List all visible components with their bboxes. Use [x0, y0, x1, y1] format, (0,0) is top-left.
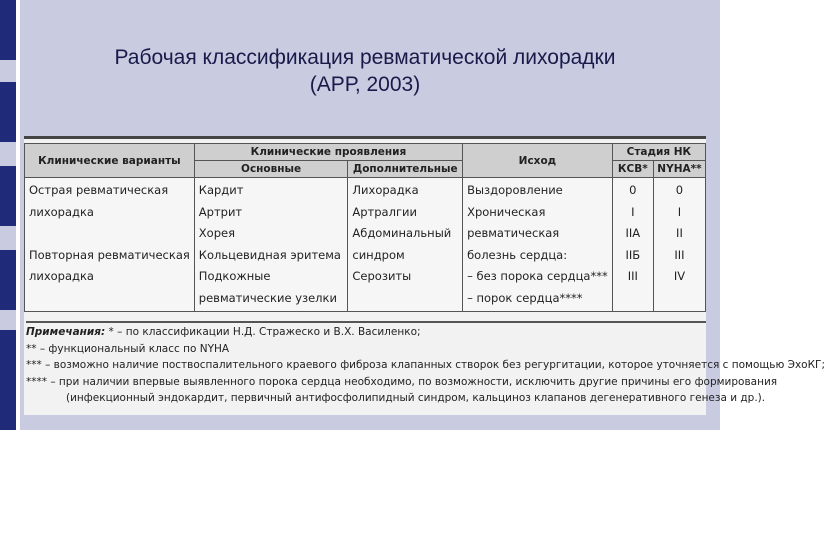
cell-line: болезнь сердца:: [467, 247, 568, 262]
cell-line: Острая ревматическая: [29, 183, 169, 197]
decor-bar: [0, 330, 16, 430]
cell-line: Артрит: [198, 204, 243, 219]
note-line: **** – при наличии впервые выявленного порока сердца необходимо, по возможности, исключить другие причины его формирования: [26, 375, 778, 388]
slide-footer-area: [0, 430, 720, 540]
header-clinical-manifestations: Клинические проявления: [194, 144, 462, 161]
cell-line: ревматическая: [467, 226, 560, 240]
cell-line: Хроническая: [467, 204, 546, 219]
header-ksv: КСВ*: [612, 161, 653, 178]
cell-line: III: [674, 247, 685, 262]
cell-line: 0: [629, 183, 637, 197]
note-text: * – по классификации Н.Д. Стражеско и В.Х. Василенко;: [105, 326, 421, 338]
cell-line: IIБ: [625, 247, 641, 262]
cell-line: Выздоровление: [467, 183, 563, 197]
cell-line: Кардит: [198, 183, 244, 197]
classification-table: [24, 143, 706, 312]
table-row: [25, 178, 706, 312]
table-notes: [26, 321, 825, 407]
cell-line: Абдоминальный: [352, 226, 452, 240]
cell-line: IV: [673, 269, 686, 283]
decor-bar: [0, 0, 16, 60]
cell-ksv: [612, 178, 653, 312]
cell-main: [194, 178, 348, 312]
title-line-1: Рабочая классификация ревматической лихорадки: [114, 46, 616, 69]
cell-additional: [348, 178, 463, 312]
title-line-2: (АРР, 2003): [309, 73, 421, 96]
cell-line: лихорадка: [29, 269, 94, 283]
header-stage-nk: Стадия НК: [612, 144, 705, 161]
cell-line: Лихорадка: [352, 183, 419, 197]
cell-line: лихорадка: [29, 204, 94, 219]
decor-bar: [0, 250, 16, 310]
cell-line: Кольцевидная эритема: [198, 247, 341, 262]
cell-line: I: [677, 204, 682, 219]
classification-document: [24, 136, 825, 415]
cell-line: III: [627, 269, 638, 283]
header-main: Основные: [194, 161, 348, 178]
header-nyha: NYHA**: [653, 161, 705, 178]
header-outcome: Исход: [463, 144, 613, 178]
header-clinical-variants: Клинические варианты: [25, 144, 195, 178]
cell-line: 0: [675, 183, 684, 197]
note-line: *** – возможно наличие поствоспалительного краевого фиброза клапанных створок без регургитации, которое уточняется с помощью ЭхоКГ;: [26, 359, 825, 371]
note-line: (инфекционный эндокардит, первичный антифосфолипидный синдром, кальциноз клапанов дегенеративного генеза и др.).: [66, 392, 766, 404]
cell-line: синдром: [352, 247, 405, 262]
cell-line: Подкожные: [198, 269, 271, 283]
cell-nyha: [653, 178, 705, 312]
cell-outcome: [463, 178, 613, 312]
note-line: ** – функциональный класс по NYHA: [26, 342, 230, 355]
cell-line: – без порока сердца***: [467, 269, 608, 283]
cell-line: II: [676, 226, 683, 240]
slide-title: [40, 44, 690, 98]
cell-line: Серозиты: [352, 269, 412, 283]
cell-line: [29, 223, 190, 245]
note-line: [26, 324, 706, 341]
cell-variants: [25, 178, 195, 312]
cell-line: ревматические узелки: [198, 290, 337, 305]
cell-line: – порок сердца****: [467, 290, 583, 305]
cell-line: Артралгии: [352, 204, 417, 219]
cell-line: Хорея: [198, 226, 236, 240]
notes-label: Примечания:: [26, 326, 106, 338]
decor-stripe: [16, 0, 20, 430]
decor-bar: [0, 166, 16, 226]
cell-line: Повторная ревматическая: [29, 247, 190, 262]
decor-bar: [0, 82, 16, 142]
header-additional: Дополнительные: [348, 161, 463, 178]
cell-line: IIА: [625, 226, 641, 240]
cell-line: I: [631, 204, 635, 219]
